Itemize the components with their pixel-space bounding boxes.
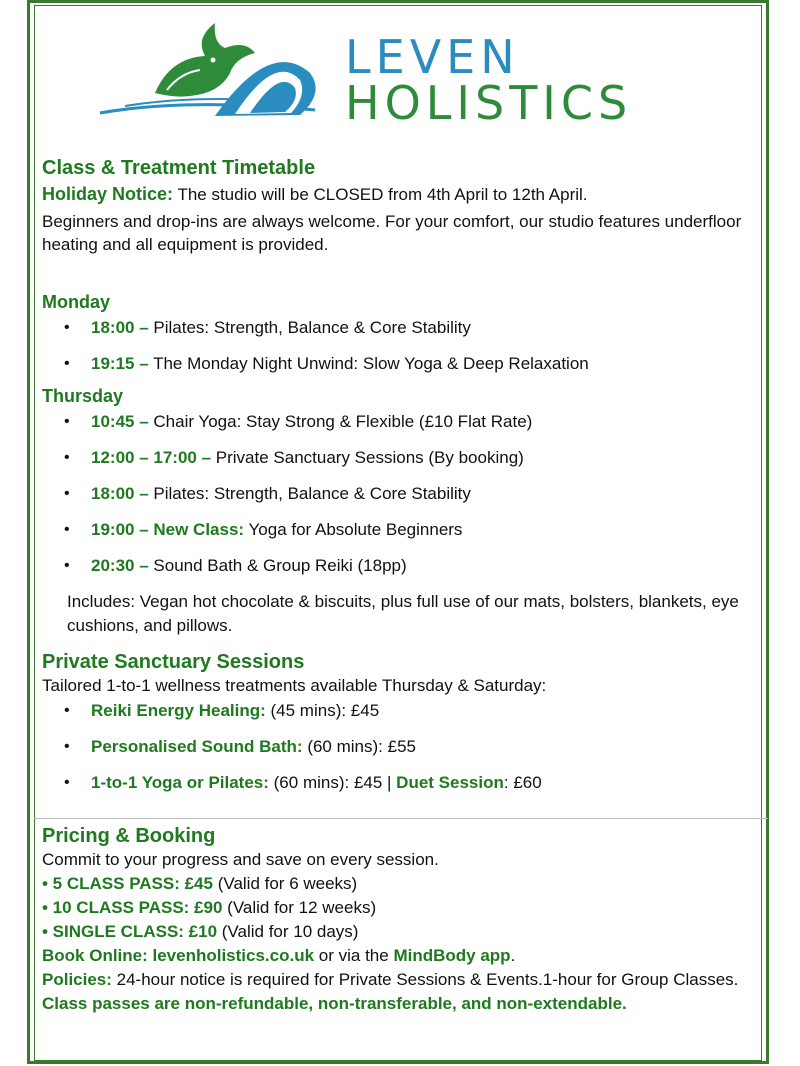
schedule-class: Pilates: Strength, Balance & Core Stability	[148, 484, 471, 503]
schedule-class: Sound Bath & Group Reiki (18pp)	[148, 556, 407, 575]
pricing-heading: Pricing & Booking	[42, 825, 216, 847]
day-heading-monday: Monday	[42, 292, 111, 312]
book-online-link[interactable]: Book Online: levenholistics.co.uk	[42, 946, 315, 965]
schedule-time: 12:00 – 17:00 –	[91, 448, 212, 467]
schedule-class: Private Sanctuary Sessions (By booking)	[211, 448, 524, 467]
schedule-time: 19:00 – New Class:	[91, 520, 245, 539]
mindbody-app-link[interactable]: MindBody app	[393, 946, 511, 965]
pass-name: • 5 CLASS PASS: £45	[42, 874, 213, 893]
session-name: 1-to-1 Yoga or Pilates:	[91, 773, 269, 792]
pass-name: • 10 CLASS PASS: £90	[42, 898, 223, 917]
thursday-schedule	[42, 408, 760, 588]
private-sessions-heading: Private Sanctuary Sessions	[42, 651, 305, 673]
day-heading-thursday: Thursday	[42, 386, 124, 406]
list-item	[42, 697, 760, 733]
pass-detail: (Valid for 10 days)	[217, 922, 359, 941]
brand-line-2: HOLISTICS	[345, 76, 633, 130]
pass-item	[42, 872, 760, 896]
schedule-item	[42, 480, 760, 516]
session-detail: (60 mins): £45 |	[268, 773, 397, 792]
session-name-duet: Duet Session	[396, 773, 504, 792]
private-intro: Tailored 1-to-1 wellness treatments available Thursday & Saturday:	[42, 676, 547, 695]
list-item	[42, 733, 760, 769]
pass-item	[42, 896, 760, 920]
schedule-time: 10:45 –	[91, 412, 149, 431]
policies-line	[42, 968, 760, 992]
refund-notice: Class passes are non-refundable, non-transferable, and non-extendable.	[42, 994, 627, 1013]
schedule-item	[42, 314, 760, 350]
private-sessions-list	[42, 697, 760, 805]
schedule-item	[42, 444, 760, 480]
schedule-item	[42, 516, 760, 552]
holiday-notice	[42, 180, 760, 209]
schedule-item	[42, 408, 760, 444]
list-item	[42, 769, 760, 805]
schedule-class: The Monday Night Unwind: Slow Yoga & Deep Relaxation	[148, 354, 589, 373]
pass-detail: (Valid for 12 weeks)	[222, 898, 377, 917]
monday-schedule	[42, 314, 760, 386]
intro-text: Beginners and drop-ins are always welcome. For your comfort, our studio features underfloor heating and all equipment is provided.	[42, 212, 742, 254]
page-title: Class & Treatment Timetable	[42, 157, 316, 179]
holiday-text: The studio will be CLOSED from 4th April to 12th April.	[173, 185, 588, 204]
book-mid-text: or via the	[314, 946, 394, 965]
session-detail: (45 mins): £45	[265, 701, 380, 720]
schedule-class: Yoga for Absolute Beginners	[244, 520, 463, 539]
brand-line-1: LEVEN	[345, 30, 520, 84]
schedule-item	[42, 350, 760, 386]
schedule-class: Chair Yoga: Stay Strong & Flexible (£10 Flat Rate)	[148, 412, 533, 431]
book-online-line	[42, 944, 760, 968]
schedule-time: 20:30 –	[91, 556, 149, 575]
schedule-time: 19:15 –	[91, 354, 149, 373]
session-name: Reiki Energy Healing:	[91, 701, 266, 720]
book-end-text: .	[510, 946, 516, 965]
schedule-time: 18:00 –	[91, 318, 149, 337]
schedule-item	[42, 552, 760, 588]
session-detail: (60 mins): £55	[302, 737, 416, 756]
section-divider	[34, 818, 768, 819]
timetable-content	[42, 156, 760, 1016]
policies-text: 24-hour notice is required for Private Sessions & Events.1-hour for Group Classes.	[111, 970, 739, 989]
includes-note: Includes: Vegan hot chocolate & biscuits, plus full use of our mats, bolsters, blankets, eye cushions, and pillows.	[67, 592, 739, 635]
schedule-time: 18:00 –	[91, 484, 149, 503]
schedule-class: Pilates: Strength, Balance & Core Stability	[148, 318, 471, 337]
session-name: Personalised Sound Bath:	[91, 737, 303, 756]
holiday-label: Holiday Notice:	[42, 184, 174, 204]
pass-name: • SINGLE CLASS: £10	[42, 922, 218, 941]
session-detail-duet: : £60	[503, 773, 542, 792]
pass-item	[42, 920, 760, 944]
policies-label: Policies:	[42, 970, 112, 989]
pass-detail: (Valid for 6 weeks)	[212, 874, 358, 893]
pricing-intro: Commit to your progress and save on every session.	[42, 850, 439, 869]
